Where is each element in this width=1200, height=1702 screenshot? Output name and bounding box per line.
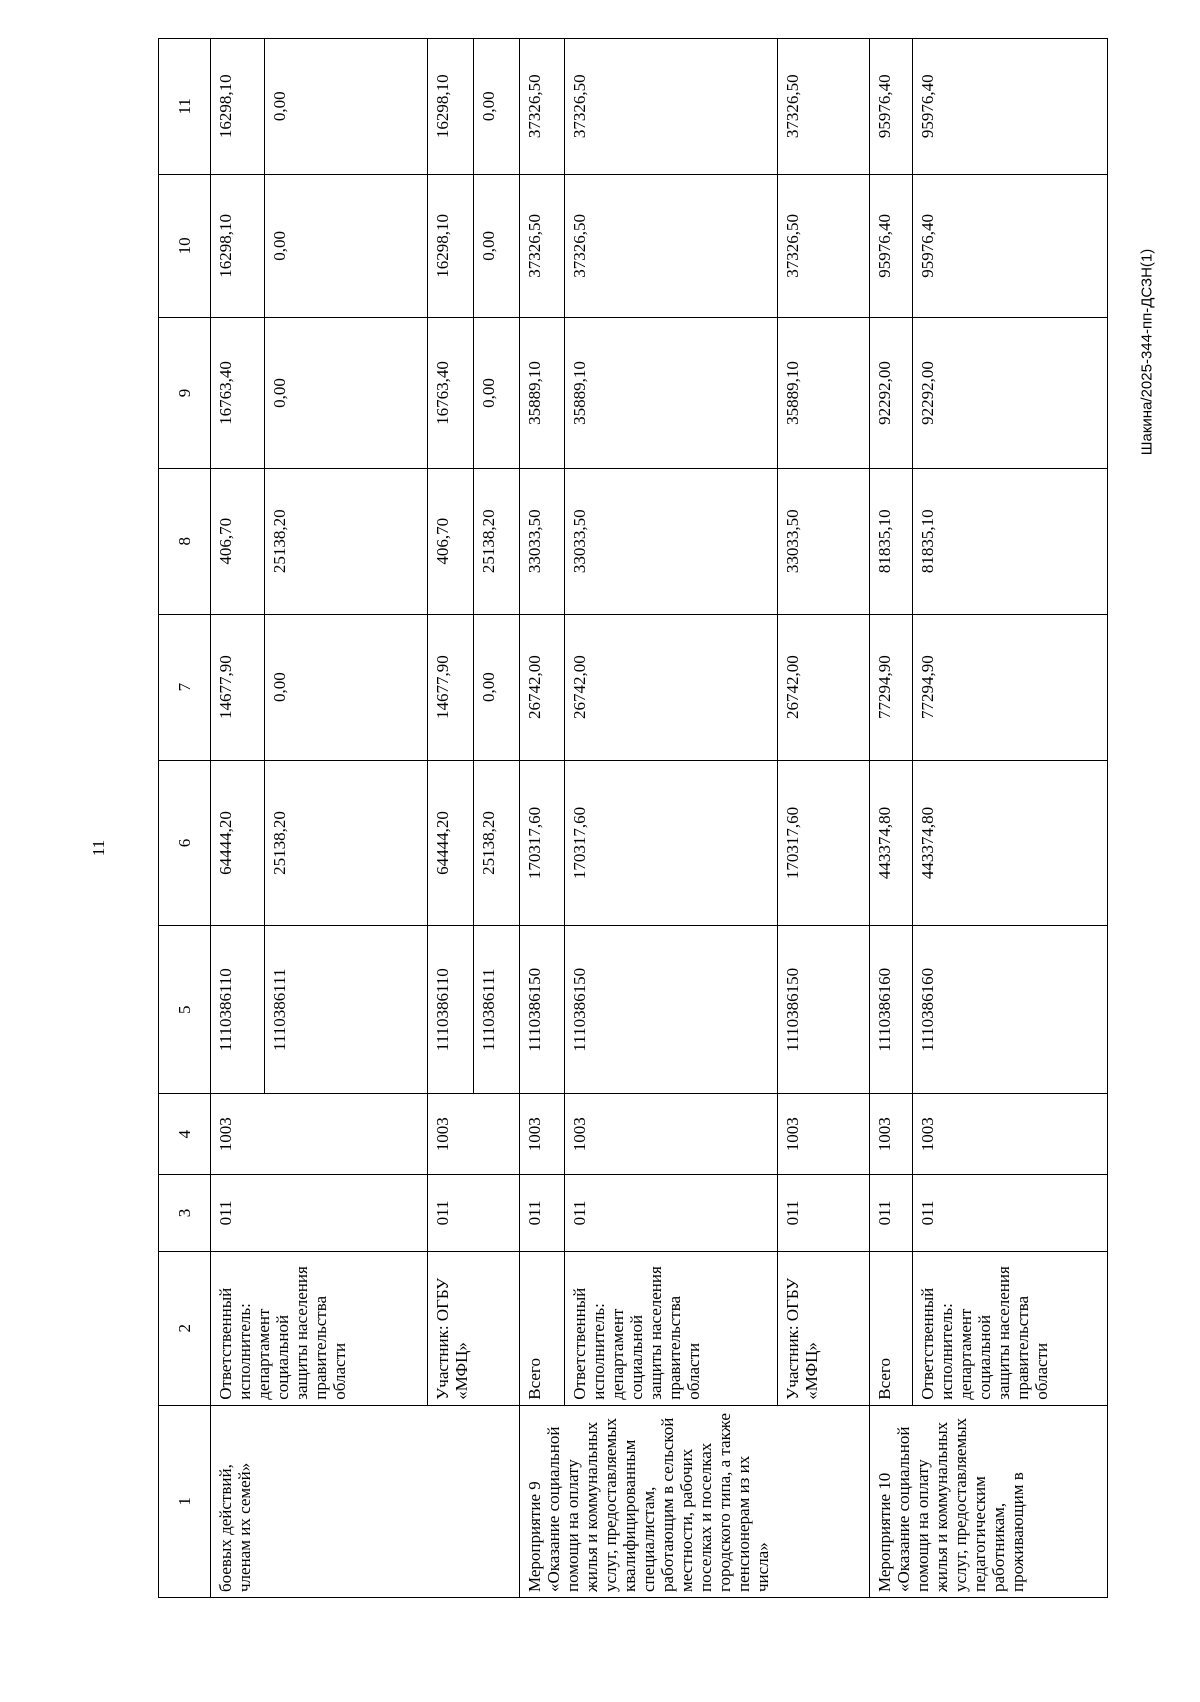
csr-cell: 1110386150 <box>778 926 870 1094</box>
rz-cell: 1003 <box>427 1094 473 1175</box>
budget-table <box>158 38 1108 1598</box>
y2026-cell: 406,70 <box>427 468 473 614</box>
rz-cell: 1003 <box>778 1094 870 1175</box>
grbs-cell: 011 <box>869 1175 913 1251</box>
table-row <box>778 39 870 1598</box>
col-header-5: 5 <box>159 926 211 1094</box>
total-cell: 170317,60 <box>778 760 870 926</box>
measure-9-cell: Мероприятие 9 «Оказание социальной помощи на оплату жилья и коммунальных услуг, предоставляемых квалифицированным специалистам, работающим в сельской местности, рабочих поселках и поселках городского типа, а также пенсионерам из их числа» <box>519 1405 869 1597</box>
grbs-cell: 011 <box>519 1175 565 1251</box>
csr-cell: 1110386111 <box>265 926 428 1094</box>
y2029-cell: 95976,40 <box>913 39 1108 175</box>
y2025-cell: 26742,00 <box>778 614 870 760</box>
col-header-1: 1 <box>159 1405 211 1597</box>
header-row <box>159 39 211 1598</box>
responsible-cell: Ответственный исполнитель: департамент социальной защиты населения правительства области <box>210 1251 427 1405</box>
col-header-2: 2 <box>159 1251 211 1405</box>
csr-cell: 1110386160 <box>869 926 913 1094</box>
y2028-cell: 37326,50 <box>778 174 870 318</box>
table-row <box>913 39 1108 1598</box>
y2025-cell: 77294,90 <box>913 614 1108 760</box>
total-label-cell: Всего <box>519 1251 565 1405</box>
y2027-cell: 92292,00 <box>869 318 913 469</box>
y2029-cell: 16298,10 <box>210 39 265 175</box>
measure-10-cell: Мероприятие 10 «Оказание социальной помощи на оплату жилья и коммунальных услуг, предоставляемых педагогическим работникам, проживающим в <box>869 1405 1107 1597</box>
y2027-cell: 16763,40 <box>427 318 473 469</box>
responsible-cell: Ответственный исполнитель: департамент социальной защиты населения правительства области <box>565 1251 778 1405</box>
page-number: 11 <box>89 839 108 857</box>
y2026-cell: 81835,10 <box>869 468 913 614</box>
table-row <box>519 39 565 1598</box>
y2028-cell: 37326,50 <box>565 174 778 318</box>
y2028-cell: 16298,10 <box>427 174 473 318</box>
col-header-8: 8 <box>159 468 211 614</box>
rz-cell: 1003 <box>210 1094 265 1175</box>
participant-cell: Участник: ОГБУ «МФЦ» <box>427 1251 519 1405</box>
col-header-10: 10 <box>159 174 211 318</box>
total-cell: 443374,80 <box>869 760 913 926</box>
y2025-cell: 77294,90 <box>869 614 913 760</box>
y2029-cell: 16298,10 <box>427 39 473 175</box>
y2029-cell: 37326,50 <box>565 39 778 175</box>
y2027-cell: 35889,10 <box>778 318 870 469</box>
csr-cell: 1110386150 <box>519 926 565 1094</box>
grbs-cell: 011 <box>778 1175 870 1251</box>
col-header-11: 11 <box>159 39 211 175</box>
col-header-3: 3 <box>159 1175 211 1251</box>
y2029-cell: 37326,50 <box>778 39 870 175</box>
y2025-cell: 0,00 <box>265 614 428 760</box>
participant-cell: Участник: ОГБУ «МФЦ» <box>778 1251 870 1405</box>
measure-cell: боевых действий, членам их семей» <box>210 1405 519 1597</box>
y2026-cell: 406,70 <box>210 468 265 614</box>
grbs-cell: 011 <box>565 1175 778 1251</box>
table-row <box>869 39 913 1598</box>
y2028-cell: 95976,40 <box>869 174 913 318</box>
y2028-cell: 95976,40 <box>913 174 1108 318</box>
rz-cell: 1003 <box>913 1094 1108 1175</box>
grbs-cell: 011 <box>210 1175 265 1251</box>
csr-cell: 1110386111 <box>473 926 519 1094</box>
csr-cell: 1110386110 <box>210 926 265 1094</box>
y2025-cell: 14677,90 <box>427 614 473 760</box>
rz-cell: 1003 <box>869 1094 913 1175</box>
rz-cell <box>473 1094 519 1175</box>
y2028-cell: 0,00 <box>265 174 428 318</box>
y2027-cell: 92292,00 <box>913 318 1108 469</box>
y2027-cell: 35889,10 <box>519 318 565 469</box>
col-header-6: 6 <box>159 760 211 926</box>
responsible-cell: Ответственный исполнитель: департамент социальной защиты населения правительства области <box>913 1251 1108 1405</box>
csr-cell: 1110386150 <box>565 926 778 1094</box>
rz-cell: 1003 <box>519 1094 565 1175</box>
csr-cell: 1110386110 <box>427 926 473 1094</box>
table-container <box>158 38 1108 1598</box>
y2028-cell: 0,00 <box>473 174 519 318</box>
csr-cell: 1110386160 <box>913 926 1108 1094</box>
y2027-cell: 0,00 <box>473 318 519 469</box>
col-header-9: 9 <box>159 318 211 469</box>
total-label-cell: Всего <box>869 1251 913 1405</box>
grbs-cell: 011 <box>913 1175 1108 1251</box>
y2026-cell: 33033,50 <box>778 468 870 614</box>
y2029-cell: 95976,40 <box>869 39 913 175</box>
rz-cell: 1003 <box>565 1094 778 1175</box>
y2027-cell: 0,00 <box>265 318 428 469</box>
total-cell: 64444,20 <box>427 760 473 926</box>
y2028-cell: 37326,50 <box>519 174 565 318</box>
table-row <box>210 39 265 1598</box>
col-header-7: 7 <box>159 614 211 760</box>
y2026-cell: 33033,50 <box>565 468 778 614</box>
y2025-cell: 26742,00 <box>519 614 565 760</box>
y2025-cell: 14677,90 <box>210 614 265 760</box>
y2027-cell: 35889,10 <box>565 318 778 469</box>
total-cell: 170317,60 <box>565 760 778 926</box>
y2025-cell: 0,00 <box>473 614 519 760</box>
total-cell: 25138,20 <box>265 760 428 926</box>
total-cell: 25138,20 <box>473 760 519 926</box>
y2029-cell: 0,00 <box>473 39 519 175</box>
y2025-cell: 26742,00 <box>565 614 778 760</box>
grbs-cell <box>265 1175 428 1251</box>
table-row <box>427 39 473 1598</box>
y2027-cell: 16763,40 <box>210 318 265 469</box>
document-code-text: Шакина/2025-344-пп-ДСЗН(1) <box>1138 248 1156 456</box>
y2029-cell: 37326,50 <box>519 39 565 175</box>
total-cell: 64444,20 <box>210 760 265 926</box>
y2026-cell: 25138,20 <box>265 468 428 614</box>
y2026-cell: 33033,50 <box>519 468 565 614</box>
total-cell: 443374,80 <box>913 760 1108 926</box>
y2026-cell: 81835,10 <box>913 468 1108 614</box>
y2028-cell: 16298,10 <box>210 174 265 318</box>
y2026-cell: 25138,20 <box>473 468 519 614</box>
rz-cell <box>265 1094 428 1175</box>
grbs-cell: 011 <box>427 1175 473 1251</box>
total-cell: 170317,60 <box>519 760 565 926</box>
grbs-cell <box>473 1175 519 1251</box>
table-row <box>565 39 778 1598</box>
y2029-cell: 0,00 <box>265 39 428 175</box>
document-code <box>1135 248 1159 456</box>
col-header-4: 4 <box>159 1094 211 1175</box>
